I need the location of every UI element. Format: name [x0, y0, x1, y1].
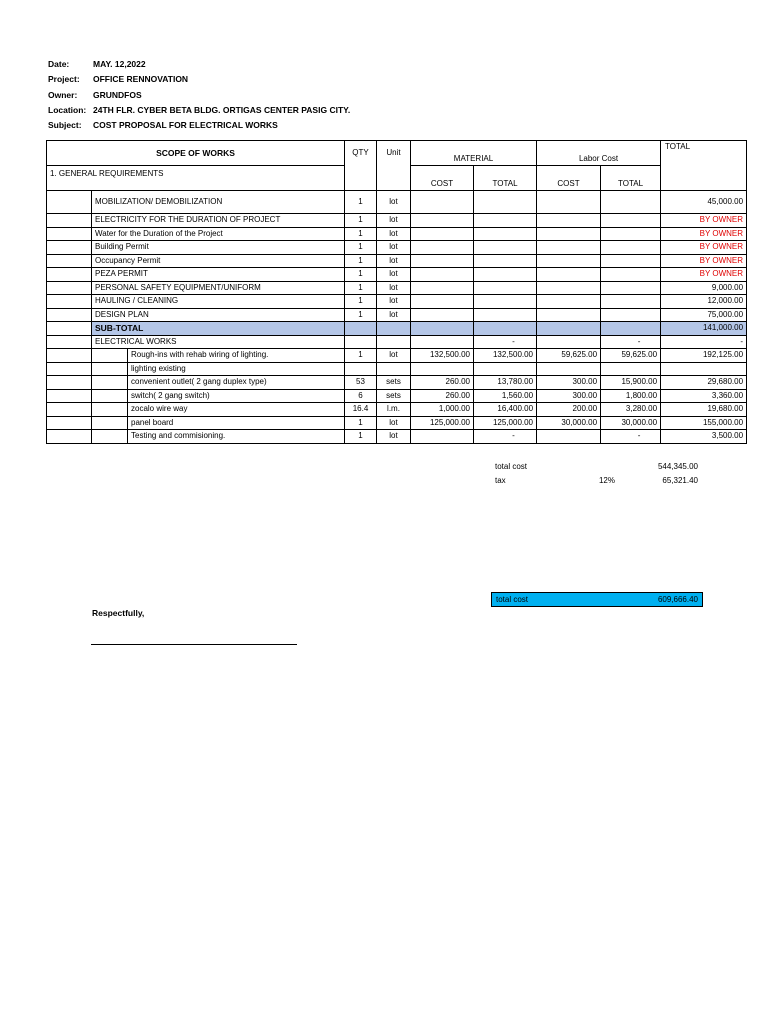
item-qty: 1 — [345, 214, 377, 228]
item-total: 45,000.00 — [661, 191, 747, 214]
labor-total — [601, 227, 661, 241]
labor-total — [601, 295, 661, 309]
labor-cost — [537, 227, 601, 241]
date-value: MAY. 12,2022 — [93, 59, 146, 69]
material-cost — [411, 430, 474, 444]
labor-total — [601, 241, 661, 255]
electrical-works-label: ELECTRICAL WORKS — [92, 335, 345, 349]
qty-header: QTY — [345, 141, 377, 166]
material-cost: 125,000.00 — [411, 416, 474, 430]
table-row — [47, 191, 747, 214]
total-header-cell — [661, 166, 747, 191]
table-row — [47, 268, 747, 282]
item-total: 12,000.00 — [661, 295, 747, 309]
material-cost — [411, 281, 474, 295]
material-cost — [411, 362, 474, 376]
table-row — [47, 403, 747, 417]
item-qty: 1 — [345, 191, 377, 214]
qty-cell — [345, 335, 377, 349]
material-cost — [411, 308, 474, 322]
item-description: MOBILIZATION/ DEMOBILIZATION — [92, 191, 345, 214]
table-row — [47, 241, 747, 255]
item-total: 9,000.00 — [661, 281, 747, 295]
item-description: Water for the Duration of the Project — [92, 227, 345, 241]
item-description: DESIGN PLAN — [92, 308, 345, 322]
sub-indent-cell — [92, 430, 128, 444]
table-header-row-2 — [47, 166, 747, 191]
indent-cell — [47, 268, 92, 282]
indent-cell — [47, 335, 92, 349]
labor-total: 1,800.00 — [601, 389, 661, 403]
material-cost — [411, 241, 474, 255]
table-row — [47, 227, 747, 241]
location-label: Location: — [48, 104, 87, 115]
sub-indent-cell — [92, 362, 128, 376]
indent-cell — [47, 362, 92, 376]
indent-cell — [47, 376, 92, 390]
table-row — [47, 281, 747, 295]
labor-total — [601, 191, 661, 214]
item-unit: lot — [377, 268, 411, 282]
material-total — [474, 268, 537, 282]
material-cost: 132,500.00 — [411, 349, 474, 363]
labor-cost — [537, 254, 601, 268]
item-total: 29,680.00 — [661, 376, 747, 390]
item-unit: lot — [377, 241, 411, 255]
subject-label: Subject: — [48, 120, 82, 131]
item-description: zocalo wire way — [128, 403, 345, 417]
owner-label: Owner: — [48, 89, 78, 100]
owner-value: GRUNDFOS — [93, 89, 142, 100]
item-qty — [345, 362, 377, 376]
item-unit: lot — [377, 227, 411, 241]
material-total: 16,400.00 — [474, 403, 537, 417]
indent-cell — [47, 214, 92, 228]
grand-total-label: total cost — [496, 595, 529, 604]
indent-cell — [47, 191, 92, 214]
table-row — [47, 416, 747, 430]
item-unit: lot — [377, 191, 411, 214]
date-row — [48, 57, 350, 72]
section-general-requirements: 1. GENERAL REQUIREMENTS — [47, 166, 345, 191]
labor-total: - — [601, 335, 661, 349]
item-total: BY OWNER — [661, 241, 747, 255]
total-header: TOTAL — [661, 141, 747, 166]
respectfully-text: Respectfully, — [92, 608, 145, 618]
item-description: switch( 2 gang switch) — [128, 389, 345, 403]
tax-value: 65,321.40 — [662, 476, 698, 485]
item-total: - — [661, 335, 747, 349]
indent-cell — [47, 403, 92, 417]
material-total — [474, 214, 537, 228]
labor-cost — [537, 308, 601, 322]
material-total: 13,780.00 — [474, 376, 537, 390]
labor-cost — [537, 295, 601, 309]
document-header — [48, 57, 350, 133]
material-cost: 260.00 — [411, 389, 474, 403]
item-total: 155,000.00 — [661, 416, 747, 430]
labor-total — [601, 214, 661, 228]
project-label: Project: — [48, 74, 80, 85]
indent-cell — [47, 241, 92, 255]
item-unit: lot — [377, 349, 411, 363]
material-cost — [411, 254, 474, 268]
cost-proposal-table — [46, 140, 747, 444]
grand-total-box — [491, 592, 703, 607]
sub-indent-cell — [92, 376, 128, 390]
material-total — [474, 254, 537, 268]
table-row — [47, 349, 747, 363]
sub-indent-cell — [92, 403, 128, 417]
labor-total: 30,000.00 — [601, 416, 661, 430]
material-total: - — [474, 335, 537, 349]
item-unit: lot — [377, 295, 411, 309]
indent-cell — [47, 281, 92, 295]
table-row — [47, 430, 747, 444]
labor-total: 15,900.00 — [601, 376, 661, 390]
item-qty: 1 — [345, 268, 377, 282]
item-qty: 1 — [345, 430, 377, 444]
item-total: BY OWNER — [661, 268, 747, 282]
item-unit: sets — [377, 389, 411, 403]
material-total — [474, 191, 537, 214]
material-total — [474, 241, 537, 255]
item-total — [661, 362, 747, 376]
item-unit: l.m. — [377, 403, 411, 417]
labor-cost: 30,000.00 — [537, 416, 601, 430]
labor-total — [601, 281, 661, 295]
labor-cost — [537, 335, 601, 349]
table-row — [47, 335, 747, 349]
item-total: 3,500.00 — [661, 430, 747, 444]
item-unit: lot — [377, 281, 411, 295]
material-cost-header: COST — [411, 166, 474, 191]
labor-cost — [537, 191, 601, 214]
item-qty: 1 — [345, 227, 377, 241]
sub-indent-cell — [92, 349, 128, 363]
item-total: 3,360.00 — [661, 389, 747, 403]
subject-row — [48, 118, 350, 133]
scope-of-works-header: SCOPE OF WORKS — [47, 141, 345, 166]
item-description: Building Permit — [92, 241, 345, 255]
table-row — [47, 376, 747, 390]
material-total: 1,560.00 — [474, 389, 537, 403]
material-cost — [411, 268, 474, 282]
labor-cost-header: Labor Cost — [537, 141, 661, 166]
labor-total: 3,280.00 — [601, 403, 661, 417]
total-cost-label: total cost — [495, 462, 528, 471]
indent-cell — [47, 254, 92, 268]
item-qty: 1 — [345, 295, 377, 309]
item-description: convenient outlet( 2 gang duplex type) — [128, 376, 345, 390]
labor-cost — [537, 281, 601, 295]
item-total: 19,680.00 — [661, 403, 747, 417]
labor-cost — [537, 322, 601, 336]
indent-cell — [47, 295, 92, 309]
item-description: ELECTRICITY FOR THE DURATION OF PROJECT — [92, 214, 345, 228]
labor-cost: 300.00 — [537, 376, 601, 390]
item-description: PEZA PERMIT — [92, 268, 345, 282]
material-cost — [411, 295, 474, 309]
location-value: 24TH FLR. CYBER BETA BLDG. ORTIGAS CENTER PASIG CITY. — [93, 104, 351, 115]
labor-cost — [537, 430, 601, 444]
item-total: BY OWNER — [661, 254, 747, 268]
item-qty: 6 — [345, 389, 377, 403]
owner-row — [48, 88, 350, 103]
subject-value: COST PROPOSAL FOR ELECTRICAL WORKS — [93, 120, 278, 131]
item-qty: 53 — [345, 376, 377, 390]
item-unit: sets — [377, 376, 411, 390]
item-description: panel board — [128, 416, 345, 430]
item-description: Rough-ins with rehab wiring of lighting. — [128, 349, 345, 363]
material-total — [474, 227, 537, 241]
indent-cell — [47, 416, 92, 430]
material-total-header: TOTAL — [474, 166, 537, 191]
material-total — [474, 281, 537, 295]
indent-cell — [47, 322, 92, 336]
project-row — [48, 72, 350, 87]
item-unit: lot — [377, 254, 411, 268]
item-description: Occupancy Permit — [92, 254, 345, 268]
tax-rate: 12% — [598, 476, 615, 485]
indent-cell — [47, 430, 92, 444]
material-total: 125,000.00 — [474, 416, 537, 430]
table-row — [47, 254, 747, 268]
item-qty: 1 — [345, 308, 377, 322]
project-value: OFFICE RENNOVATION — [93, 74, 189, 85]
subtotal-value: 141,000.00 — [661, 322, 747, 336]
item-description: HAULING / CLEANING — [92, 295, 345, 309]
item-qty: 1 — [345, 349, 377, 363]
tax-label: tax — [495, 476, 506, 485]
unit-cell — [377, 322, 411, 336]
item-description: lighting existing — [128, 362, 345, 376]
material-total — [474, 362, 537, 376]
table-row — [47, 295, 747, 309]
material-cost — [411, 214, 474, 228]
item-total: BY OWNER — [661, 227, 747, 241]
item-qty: 1 — [345, 281, 377, 295]
item-unit — [377, 362, 411, 376]
material-total: - — [474, 430, 537, 444]
labor-cost: 59,625.00 — [537, 349, 601, 363]
total-cost-value: 544,345.00 — [657, 462, 698, 471]
labor-cost — [537, 241, 601, 255]
unit-header: Unit — [377, 141, 411, 166]
material-cost: 1,000.00 — [411, 403, 474, 417]
location-row — [48, 103, 350, 118]
material-total — [474, 322, 537, 336]
labor-cost: 200.00 — [537, 403, 601, 417]
signature-line — [91, 644, 297, 645]
item-total: 75,000.00 — [661, 308, 747, 322]
labor-cost: 300.00 — [537, 389, 601, 403]
labor-cost — [537, 214, 601, 228]
material-cost — [411, 227, 474, 241]
item-total: 192,125.00 — [661, 349, 747, 363]
labor-total: 59,625.00 — [601, 349, 661, 363]
material-total: 132,500.00 — [474, 349, 537, 363]
qty-cell — [345, 322, 377, 336]
item-unit: lot — [377, 416, 411, 430]
indent-cell — [47, 308, 92, 322]
material-cost — [411, 322, 474, 336]
qty-header-cell — [345, 166, 377, 191]
indent-cell — [47, 389, 92, 403]
material-total — [474, 308, 537, 322]
labor-cost-subheader: COST — [537, 166, 601, 191]
table-row — [47, 389, 747, 403]
item-unit: lot — [377, 430, 411, 444]
labor-total: - — [601, 430, 661, 444]
item-description: PERSONAL SAFETY EQUIPMENT/UNIFORM — [92, 281, 345, 295]
material-header: MATERIAL — [411, 141, 537, 166]
grand-total-value: 609,666.40 — [657, 595, 698, 604]
indent-cell — [47, 349, 92, 363]
unit-header-cell — [377, 166, 411, 191]
labor-total — [601, 308, 661, 322]
date-label: Date: — [48, 59, 70, 69]
item-qty: 16.4 — [345, 403, 377, 417]
material-total — [474, 295, 537, 309]
table-row — [47, 362, 747, 376]
labor-total — [601, 268, 661, 282]
indent-cell — [47, 227, 92, 241]
sub-indent-cell — [92, 389, 128, 403]
unit-cell — [377, 335, 411, 349]
table-row — [47, 308, 747, 322]
subtotal-row — [47, 322, 747, 336]
item-unit: lot — [377, 214, 411, 228]
item-unit: lot — [377, 308, 411, 322]
labor-cost — [537, 268, 601, 282]
item-qty: 1 — [345, 416, 377, 430]
material-cost: 260.00 — [411, 376, 474, 390]
item-total: BY OWNER — [661, 214, 747, 228]
material-cost — [411, 335, 474, 349]
labor-total-header: TOTAL — [601, 166, 661, 191]
labor-total — [601, 254, 661, 268]
item-description: Testing and commisioning. — [128, 430, 345, 444]
subtotal-label: SUB-TOTAL — [92, 322, 345, 336]
sub-indent-cell — [92, 416, 128, 430]
material-cost — [411, 191, 474, 214]
labor-total — [601, 322, 661, 336]
item-qty: 1 — [345, 241, 377, 255]
item-qty: 1 — [345, 254, 377, 268]
table-row — [47, 214, 747, 228]
labor-total — [601, 362, 661, 376]
table-header-row-1 — [47, 141, 747, 166]
labor-cost — [537, 362, 601, 376]
